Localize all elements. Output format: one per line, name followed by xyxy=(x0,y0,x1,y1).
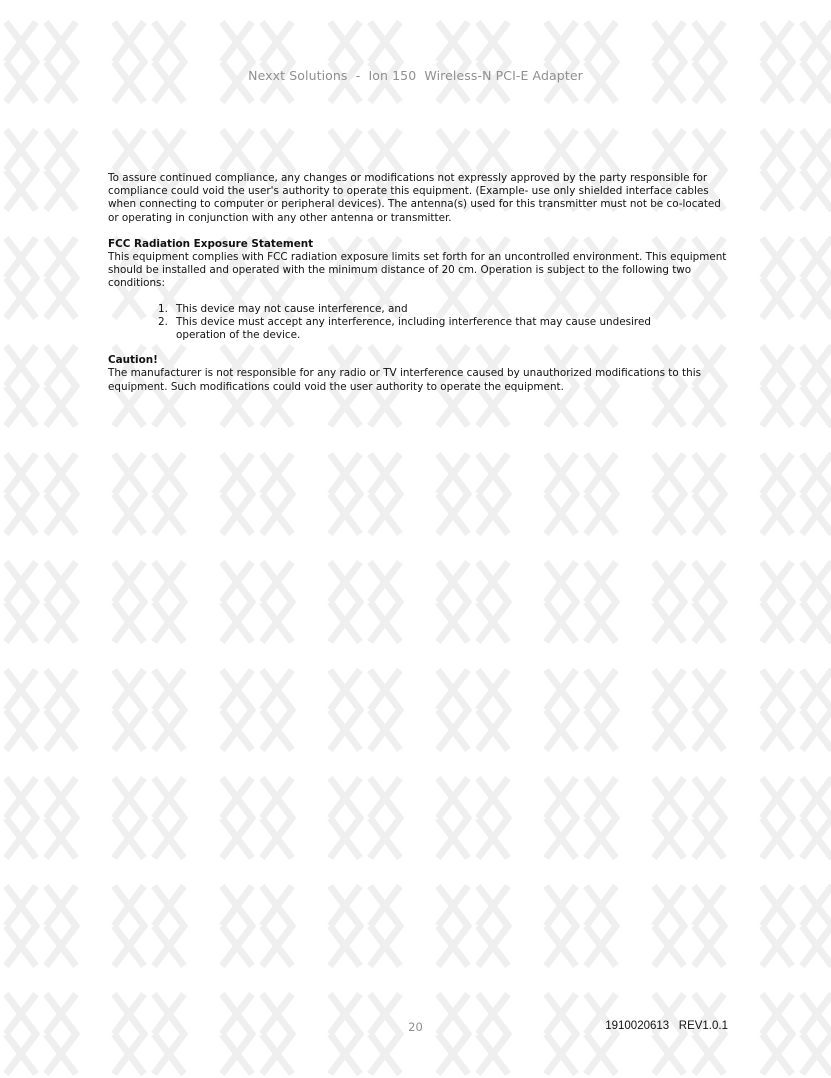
compliance-paragraph: To assure continued compliance, any changes or modifications not expressly approved by the party responsible for compliance could void the user's authority to operate this equipment. (Example- use only shielded interface cables when connecting to computer or peripheral devices). The antenna(s) used for this transmitter must not be co-located or operating in conjunction with any other antenna or transmitter. xyxy=(108,172,721,224)
conditions-list xyxy=(108,303,733,343)
condition-text: This device may not cause interference, and xyxy=(176,302,408,315)
condition-text: This device must accept any interference, including interference that may cause undesired operation of the device. xyxy=(176,315,651,342)
page-number: 20 xyxy=(408,1020,423,1034)
list-item xyxy=(158,303,676,316)
document-body xyxy=(108,172,733,394)
page-header-title: Nexxt Solutions - Ion 150 Wireless-N PCI-E Adapter xyxy=(248,68,583,83)
condition-number: 1. xyxy=(158,302,168,315)
caution-heading: Caution! xyxy=(108,354,158,367)
fcc-heading: FCC Radiation Exposure Statement xyxy=(108,237,314,250)
fcc-paragraph: This equipment complies with FCC radiation exposure limits set forth for an uncontrolled environment. This equipment should be installed and operated with the minimum distance of 20 cm. Operation is subject to the following two conditions: xyxy=(108,251,727,290)
list-item xyxy=(158,316,676,342)
document-code: 1910020613 REV1.0.1 xyxy=(605,1020,728,1032)
condition-number: 2. xyxy=(158,315,168,328)
caution-paragraph: The manufacturer is not responsible for any radio or TV interference caused by unauthorized modifications to this equipment. Such modifications could void the user authority to operate the equipment. xyxy=(108,367,702,393)
